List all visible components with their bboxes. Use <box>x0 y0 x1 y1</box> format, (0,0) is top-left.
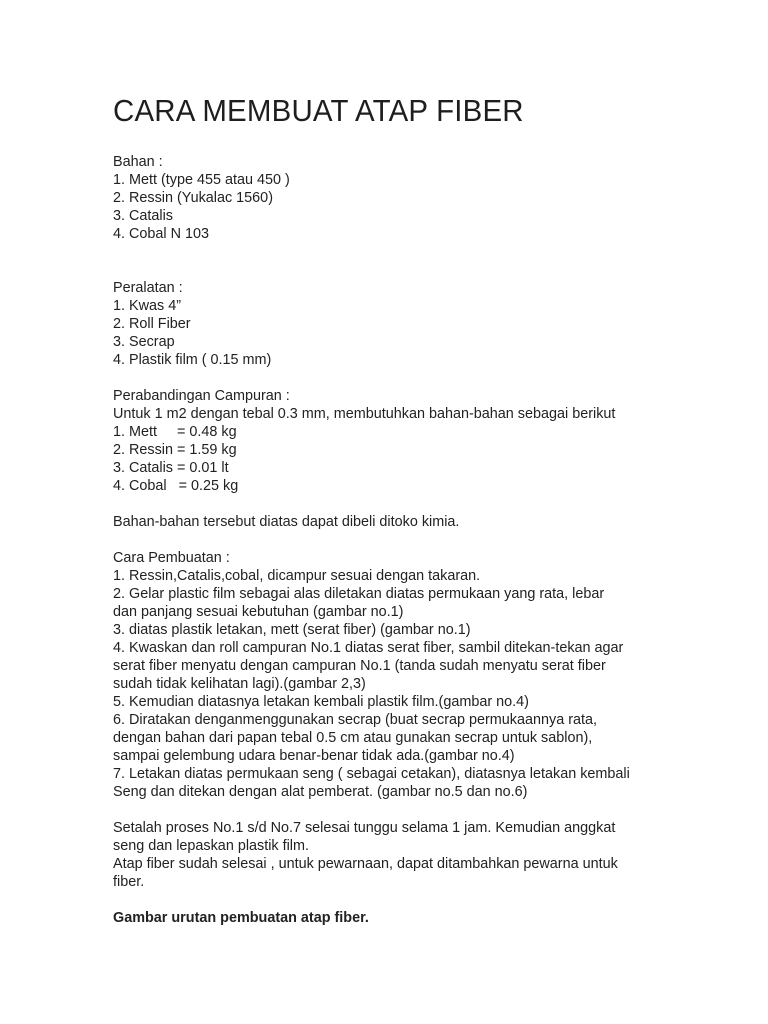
bahan-item: 4. Cobal N 103 <box>113 226 209 242</box>
cara-line: dengan bahan dari papan tebal 0.5 cm atau gunakan secrap untuk sablon), <box>113 730 593 746</box>
cara-line: 2. Gelar plastic film sebagai alas diletakan diatas permukaan yang rata, lebar <box>113 586 605 602</box>
peralatan-item: 4. Plastik film ( 0.15 mm) <box>113 352 272 368</box>
note-paragraph: Bahan-bahan tersebut diatas dapat dibeli ditoko kimia. <box>113 514 460 530</box>
cara-line: 4. Kwaskan dan roll campuran No.1 diatas serat fiber, sambil ditekan-tekan agar <box>113 640 624 656</box>
spacer <box>113 243 673 279</box>
penutup-line: Setalah proses No.1 s/d No.7 selesai tunggu selama 1 jam. Kemudian anggkat <box>113 820 616 836</box>
perbandingan-intro: Untuk 1 m2 dengan tebal 0.3 mm, membutuhkan bahan-bahan sebagai berikut <box>113 406 616 422</box>
peralatan-item: 3. Secrap <box>113 334 175 350</box>
peralatan-heading: Peralatan : <box>113 280 183 296</box>
gambar-heading: Gambar urutan pembuatan atap fiber. <box>113 910 369 926</box>
cara-heading: Cara Pembuatan : <box>113 550 230 566</box>
cara-line: 5. Kemudian diatasnya letakan kembali plastik film.(gambar no.4) <box>113 694 529 710</box>
spacer <box>113 891 673 909</box>
cara-line: sampai gelembung udara benar-benar tidak ada.(gambar no.4) <box>113 748 515 764</box>
peralatan-section <box>113 279 673 369</box>
cara-line: sudah tidak kelihatan lagi).(gambar 2,3) <box>113 676 366 692</box>
penutup-line: fiber. <box>113 874 145 890</box>
bahan-item: 3. Catalis <box>113 208 173 224</box>
cara-section <box>113 549 673 801</box>
cara-line: Seng dan ditekan dengan alat pemberat. (gambar no.5 dan no.6) <box>113 784 528 800</box>
bahan-item: 1. Mett (type 455 atau 450 ) <box>113 172 290 188</box>
cara-line: dan panjang sesuai kebutuhan (gambar no.1) <box>113 604 404 620</box>
cara-line: 7. Letakan diatas permukaan seng ( sebagai cetakan), diatasnya letakan kembali <box>113 766 630 782</box>
penutup-section <box>113 819 673 891</box>
peralatan-item: 2. Roll Fiber <box>113 316 191 332</box>
penutup-line: Atap fiber sudah selesai , untuk pewarnaan, dapat ditambahkan pewarna untuk <box>113 856 618 872</box>
perbandingan-item: 1. Mett = 0.48 kg <box>113 424 237 440</box>
document-title: CARA MEMBUAT ATAP FIBER <box>113 93 524 128</box>
cara-line: serat fiber menyatu dengan campuran No.1 (tanda sudah menyatu serat fiber <box>113 658 606 674</box>
perbandingan-item: 4. Cobal = 0.25 kg <box>113 478 239 494</box>
perbandingan-item: 3. Catalis = 0.01 lt <box>113 460 229 476</box>
document-page <box>113 93 673 927</box>
perbandingan-heading: Perabandingan Campuran : <box>113 388 290 404</box>
perbandingan-item: 2. Ressin = 1.59 kg <box>113 442 237 458</box>
cara-line: 3. diatas plastik letakan, mett (serat fiber) (gambar no.1) <box>113 622 471 638</box>
bahan-item: 2. Ressin (Yukalac 1560) <box>113 190 273 206</box>
bahan-section <box>113 153 673 243</box>
spacer <box>113 801 673 819</box>
penutup-line: seng dan lepaskan plastik film. <box>113 838 309 854</box>
bahan-heading: Bahan : <box>113 154 163 170</box>
cara-line: 1. Ressin,Catalis,cobal, dicampur sesuai dengan takaran. <box>113 568 481 584</box>
cara-line: 6. Diratakan denganmenggunakan secrap (buat secrap permukaannya rata, <box>113 712 597 728</box>
spacer <box>113 369 673 387</box>
peralatan-item: 1. Kwas 4” <box>113 298 181 314</box>
spacer <box>113 531 673 549</box>
spacer <box>113 495 673 513</box>
perbandingan-section <box>113 387 673 495</box>
